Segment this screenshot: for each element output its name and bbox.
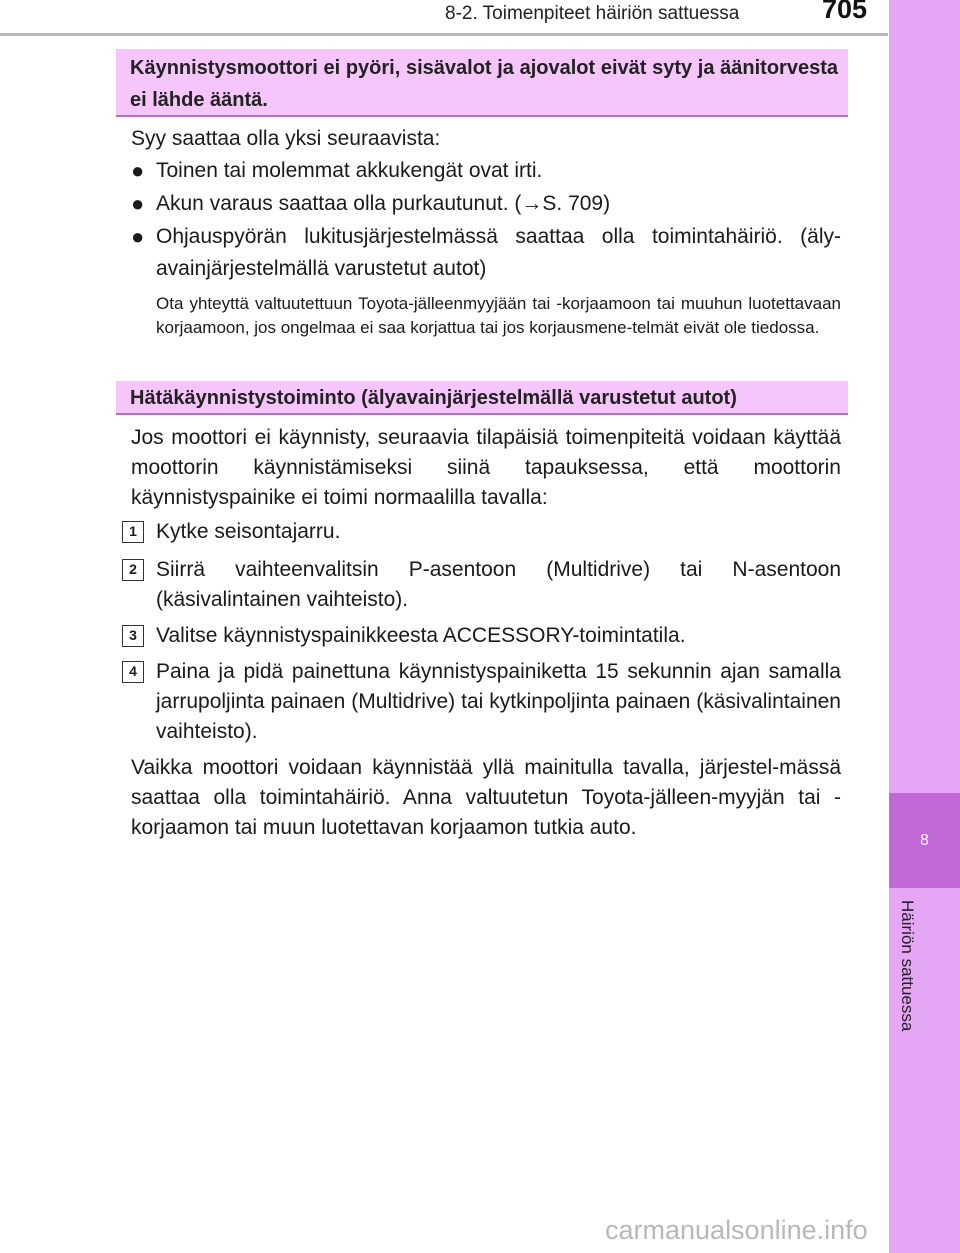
bullet-icon: ● — [131, 224, 145, 249]
procedure-step — [116, 621, 841, 651]
step-text: Kytke seisontajarru. — [156, 520, 341, 543]
step-text: Siirrä vaihteenvalitsin P-asentoon (Multidrive) tai N-asentoon (käsivalintainen vaihteisto). — [156, 558, 841, 611]
step-text: Paina ja pidä painettuna käynnistyspainiketta 15 sekunnin ajan samalla jarrupoljinta painaen (Multidrive) tai kytkinpoljinta painaen (käsivalintainen vaihteisto). — [156, 660, 841, 743]
bullet-text: Ohjauspyörän lukitusjärjestelmässä saattaa olla toimintahäiriö. (äly-avainjärjestelmällä varustetut autot) — [156, 225, 841, 280]
section-heading-emergency-start: Hätäkäynnistystoiminto (älyavainjärjestelmällä varustetut autot) — [116, 381, 848, 415]
emergency-intro: Jos moottori ei käynnisty, seuraavia tilapäisiä toimenpiteitä voidaan käyttää moottorin käynnistämiseksi siinä tapauksessa, että moottorin käynnistyspainike ei toimi normaalilla tavalla: — [131, 426, 841, 509]
step-number-badge: 4 — [122, 661, 144, 683]
closing-paragraph: Vaikka moottori voidaan käynnistää yllä mainitulla tavalla, järjestel-mässä saattaa olla toimintahäiriö. Anna valtuutetun Toyota-jälleen-myyjän tai -korjaamon tai muun luotettavan korjaamon tutkia auto. — [131, 756, 841, 839]
bullet-icon: ● — [131, 191, 145, 216]
chapter-number: 8 — [920, 832, 929, 849]
watermark: carmanualsonline.info — [605, 1215, 868, 1245]
procedure-step — [116, 657, 841, 747]
bullet-text: Akun varaus saattaa olla purkautunut. (→S. 709) — [156, 192, 611, 215]
bullet-text: Toinen tai molemmat akkukengät ovat irti. — [156, 159, 543, 182]
bullet-icon: ● — [131, 158, 145, 183]
step-number-badge: 3 — [122, 625, 144, 647]
contact-note: Ota yhteyttä valtuutettuun Toyota-jälleenmyyjään tai -korjaamoon tai muuhun luotettavaan korjaamoon, jos ongelmaa ei saa korjattua tai jos korjausmene-telmät eivät ole tiedossa. — [156, 294, 841, 337]
cause-bullet — [131, 188, 841, 220]
cause-bullet — [131, 221, 841, 285]
header-divider — [0, 33, 888, 36]
procedure-step — [116, 555, 841, 615]
step-text: Valitse käynnistyspainikkeesta ACCESSORY-toimintatila. — [156, 624, 686, 647]
procedure-step — [116, 517, 841, 547]
page-number: 705 — [822, 0, 868, 24]
section-heading-starter: Käynnistysmoottori ei pyöri, sisävalot ja ajovalot eivät syty ja äänitorvesta ei lähde ääntä. — [116, 49, 848, 117]
running-header: 8-2. Toimenpiteet häiriön sattuessa — [445, 3, 740, 24]
cause-bullet — [131, 155, 841, 187]
chapter-title: Häiriön sattuessa — [898, 900, 917, 1032]
step-number-badge: 2 — [122, 559, 144, 581]
cause-intro: Syy saattaa olla yksi seuraavista: — [131, 127, 441, 150]
step-number-badge: 1 — [122, 521, 144, 543]
chapter-side-tab — [889, 0, 960, 1253]
